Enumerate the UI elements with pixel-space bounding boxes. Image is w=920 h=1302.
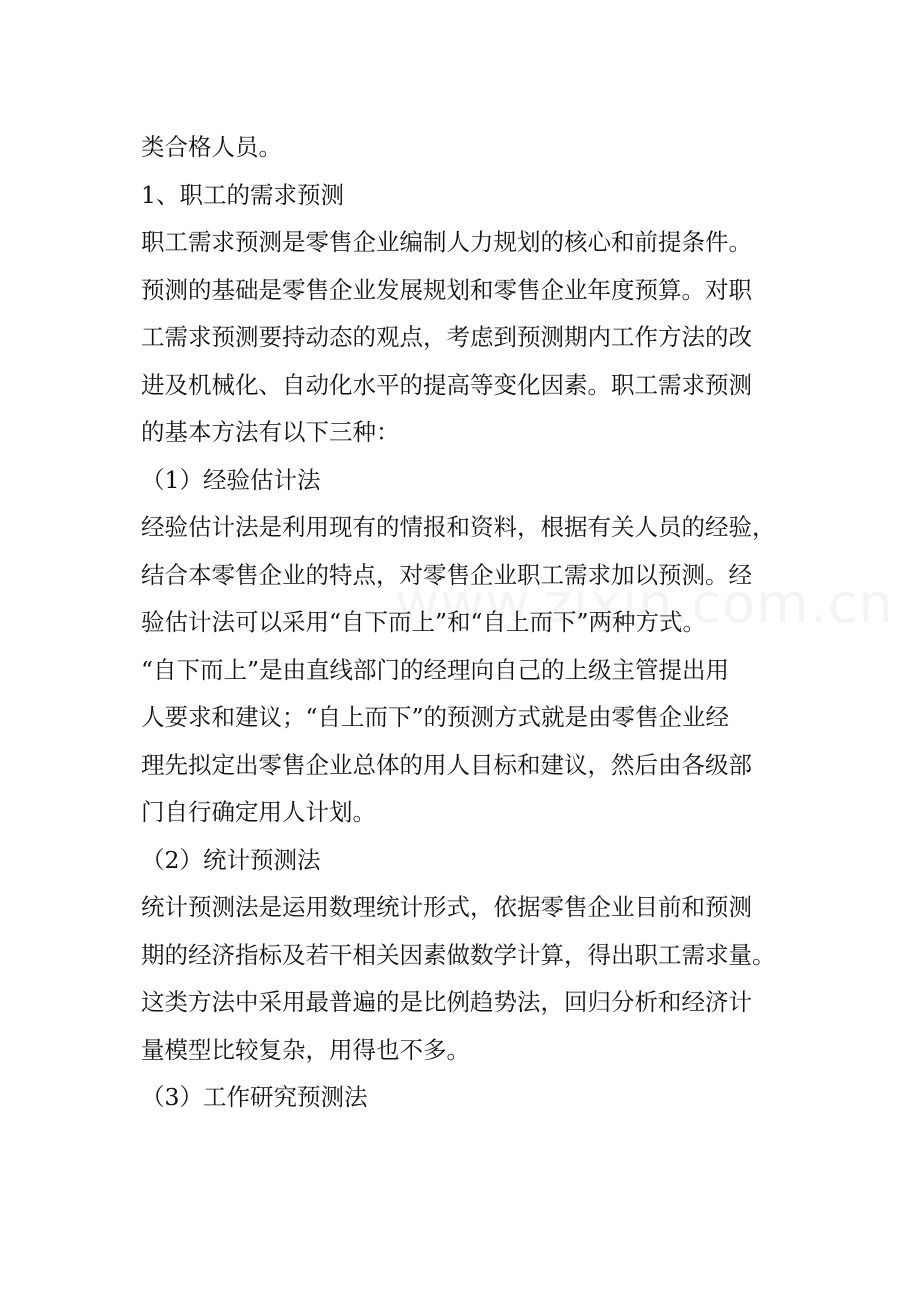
paragraph-line: 统计预测法是运用数理统计形式，依据零售企业目前和预测 — [141, 893, 752, 921]
paragraph-line: 结合本零售企业的特点，对零售企业职工需求加以预测。经 — [141, 560, 752, 589]
subsection-heading: （2）统计预测法 — [141, 845, 321, 874]
paragraph-line: 这类方法中采用最普遍的是比例趋势法，回归分析和经济计 — [141, 988, 752, 1016]
subsection-heading: （3）工作研究预测法 — [141, 1083, 368, 1111]
document-body — [141, 124, 801, 1122]
paragraph-line: 人要求和建议；“自上而下”的预测方式就是由零售企业经 — [141, 703, 730, 731]
paragraph-line: 量模型比较复杂，用得也不多。 — [141, 1035, 470, 1064]
paragraph-line: 进及机械化、自动化水平的提高等变化因素。职工需求预测 — [141, 370, 752, 399]
paragraph-line: 工需求预测要持动态的观点，考虑到预测期内工作方法的改 — [141, 323, 752, 351]
paragraph-line: 预测的基础是零售企业发展规划和零售企业年度预算。对职 — [141, 275, 752, 304]
paragraph-line: 理先拟定出零售企业总体的用人目标和建议，然后由各级部 — [141, 750, 752, 779]
paragraph-line: 类合格人员。 — [141, 133, 282, 161]
paragraph-line: 门自行确定用人计划。 — [141, 798, 376, 826]
paragraph-line: “自下而上”是由直线部门的经理向自己的上级主管提出用 — [141, 655, 730, 684]
subsection-heading: （1）经验估计法 — [141, 465, 321, 494]
paragraph-line: 经验估计法是利用现有的情报和资料，根据有关人员的经验， — [141, 513, 776, 541]
paragraph-line: 职工需求预测是零售企业编制人力规划的核心和前提条件。 — [141, 228, 752, 256]
paragraph-line: 的基本方法有以下三种： — [141, 418, 400, 446]
paragraph-line: 验估计法可以采用“自下而上”和“自上而下”两种方式。 — [141, 608, 707, 636]
paragraph-line: 期的经济指标及若干相关因素做数学计算，得出职工需求量。 — [141, 940, 776, 969]
section-heading: 1、职工的需求预测 — [141, 180, 344, 209]
